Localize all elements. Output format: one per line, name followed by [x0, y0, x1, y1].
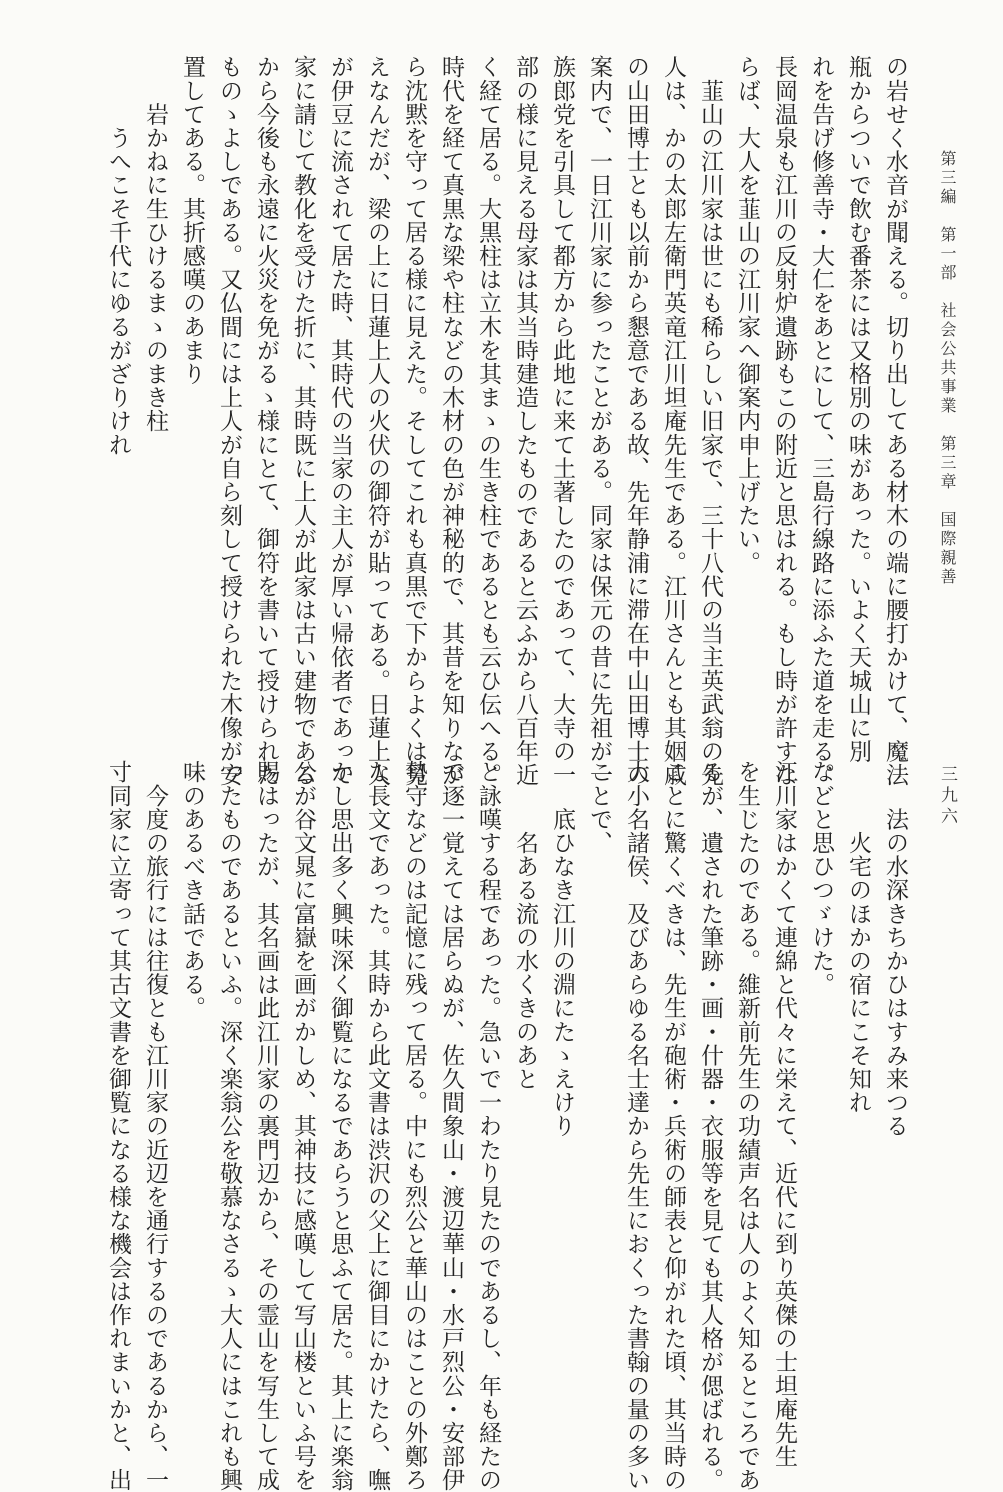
- lower-text-block: [99, 760, 913, 1492]
- lower-text-line: 公が谷文晁に富嶽を画がかしめ、其神技に感嘆して写山楼といふ号を: [290, 760, 316, 1492]
- lower-text-line: ったものであるといふ。深く楽翁公を敬慕なさるゝ大人にはこれも興: [216, 760, 242, 1492]
- page-number: 三九六: [937, 765, 957, 828]
- upper-text-line: の岩せく水音が聞える。切り出してある材木の端に腰打かけて、魔法: [882, 55, 908, 787]
- upper-text-line: 族郎党を引具して都方から此地に来て土著したのであって、大寺の一: [549, 55, 575, 787]
- upper-text-line: 長岡温泉も江川の反射炉遺跡もこの附近と思はれる。もし時が許すな: [771, 55, 797, 787]
- lower-text-line: ことで、: [586, 760, 612, 855]
- upper-text-line: が伊豆に流されて居た時、其時代の当家の主人が厚い帰依者であって: [327, 55, 353, 787]
- upper-text-line: 部の様に見える母家は其当時建造したものであると云ふから八百年近: [512, 55, 538, 787]
- upper-text-block: [99, 55, 913, 787]
- upper-text-line: から今後も永遠に火災を免がるゝ様にとて、御符を書いて授けられた: [253, 55, 279, 787]
- lower-text-line: で逐一覚えては居らぬが、佐久間象山・渡辺華山・水戸烈公・安部伊: [438, 760, 464, 1492]
- lower-text-line: 江川家はかくて連綿と代々に栄えて、近代に到り英傑の士坦庵先生: [771, 760, 797, 1468]
- upper-text-line: 瓶からついで飲む番茶には又格別の味があった。いよく天城山に別: [845, 55, 871, 763]
- upper-text-line: 時代を経て真黒な梁や柱などの木材の色が神秘的で、其昔を知りなが: [438, 55, 464, 787]
- lower-text-line: 火宅のほかの宿にこそ知れ: [845, 760, 871, 1114]
- running-header: 第三編 第一部 社会公共事業 第三章 国際親善: [938, 150, 957, 587]
- lower-text-line: な長文であった。其時から此文書は渋沢の父上に御目にかけたら、嘸: [364, 760, 390, 1492]
- upper-text-line: ら沈黙を守って居る様に見えた。そしてこれも真黒で下からよくは見: [401, 55, 427, 787]
- upper-text-line: 置してある。其折感嘆のあまり: [179, 55, 205, 386]
- lower-text-line: 寸同家に立寄って其古文書を御覧になる様な機会は作れまいかと、出: [105, 760, 131, 1492]
- lower-text-line: ことに驚くべきは、先生が砲術・兵術の師表と仰がれた頃、其当時の: [660, 760, 686, 1492]
- upper-text-line: 家に請じて教化を受けた折に、其時既に上人が此家は古い建物である: [290, 55, 316, 787]
- upper-text-line: 韮山の江川家は世にも稀らしい旧家で、三十八代の当主英武翁の先: [697, 55, 723, 787]
- upper-text-line: ものゝよしである。又仏間には上人が自ら刻して授けられた木像が安: [216, 55, 242, 787]
- upper-text-line: れを告げ修善寺・大仁をあとにして、三島行線路に添ふた道を走る。: [808, 55, 834, 787]
- lower-text-line: 底ひなき江川の淵にたゝえけり: [549, 760, 575, 1138]
- upper-text-line: の山田博士とも以前から懇意である故、先年静浦に滞在中山田博士の: [623, 55, 649, 787]
- lower-text-line: と詠嘆する程であった。急いで一わたり見たのであるし、年も経たの: [475, 760, 501, 1492]
- lower-text-line: などと思ひつゞけた。: [808, 760, 834, 996]
- lower-text-line: 大小名諸侯、及びあらゆる名士達から先生におくった書翰の量の多い: [623, 760, 649, 1492]
- lower-text-line: 法の水深きちかひはすみ来つる: [882, 760, 908, 1138]
- lower-text-line: 味のあるべき話である。: [179, 760, 205, 1020]
- upper-text-line: 岩かねに生ひけるまゝのまき柱: [142, 55, 168, 433]
- lower-text-line: るが、遺された筆跡・画・什器・衣服等を見ても其人格が偲ばれる。: [697, 760, 723, 1492]
- lower-text-line: かし思出多く興味深く御覧になるであらうと思ふて居た。其上に楽翁: [327, 760, 353, 1492]
- lower-text-line: 賜はったが、其名画は此江川家の裏門辺から、その霊山を写生して成: [253, 760, 279, 1492]
- upper-text-line: く経て居る。大黒柱は立木を其まゝの生き柱であるとも云ひ伝へる。: [475, 55, 501, 787]
- upper-text-line: うへこそ千代にゆるがざりけれ: [105, 55, 131, 457]
- upper-text-line: らば、大人を韮山の江川家へ御案内申上げたい。: [734, 55, 760, 575]
- upper-text-line: えなんだが、梁の上に日蓮上人の火伏の御符が貼ってある。日蓮上人: [364, 55, 390, 787]
- upper-text-line: 人は、かの太郎左衛門英竜江川坦庵先生である。江川さんとも其姻戚: [660, 55, 686, 787]
- lower-text-line: を生じたのである。維新前先生の功績声名は人のよく知るところであ: [734, 760, 760, 1492]
- lower-text-line: 名ある流の水くきのあと: [512, 760, 538, 1091]
- lower-text-line: 今度の旅行には往復とも江川家の近辺を通行するのであるから、一: [142, 760, 168, 1492]
- upper-text-line: 案内で、一日江川家に参ったことがある。同家は保元の昔に先祖が一: [586, 55, 612, 787]
- lower-text-line: 勢守などのは記憶に残って居る。中にも烈公と華山のはことの外鄭ろ: [401, 760, 427, 1492]
